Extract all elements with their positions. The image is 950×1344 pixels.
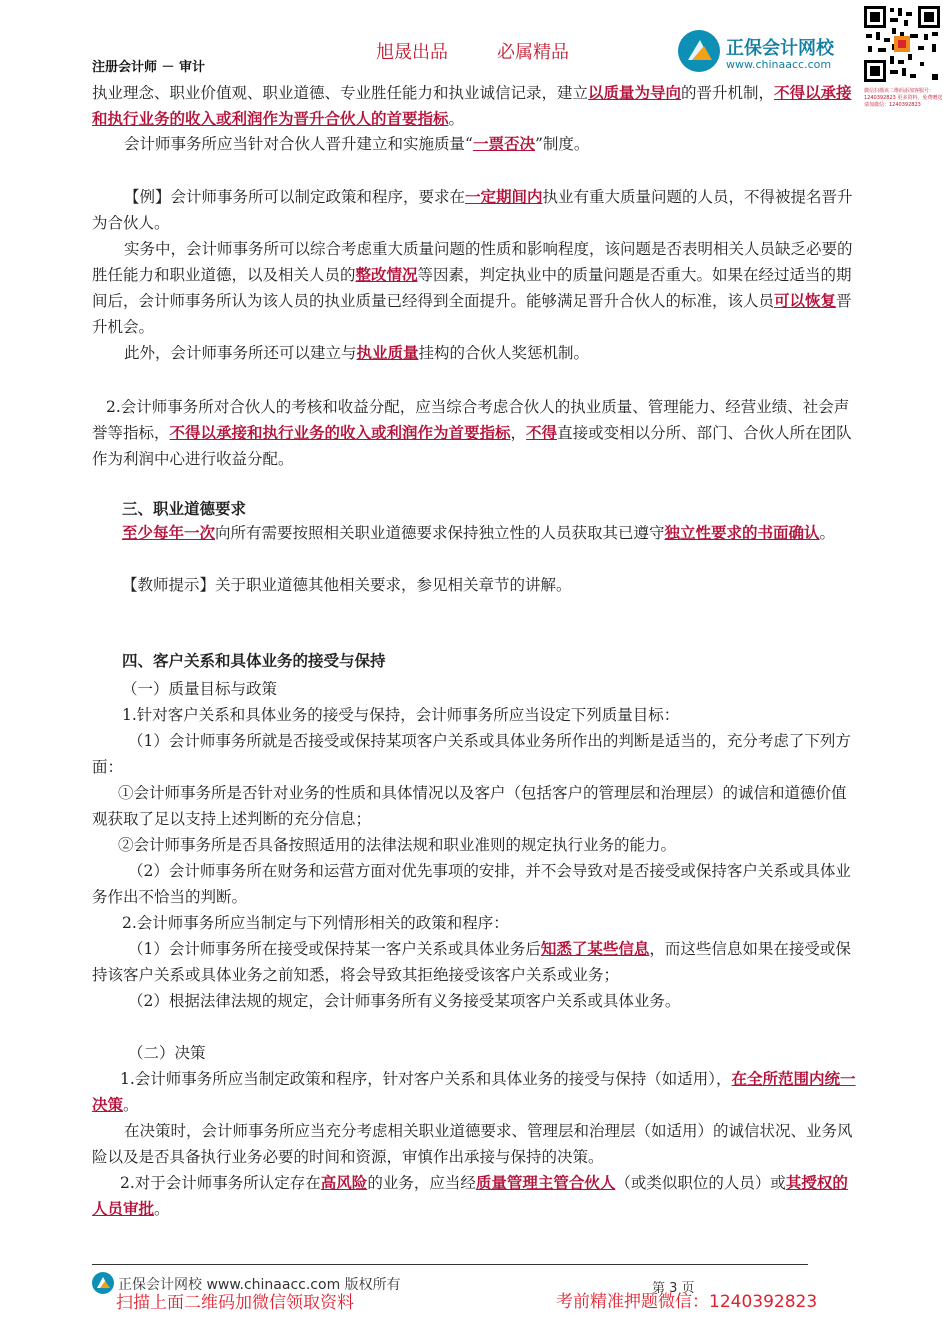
logo-emblem-icon xyxy=(678,30,720,72)
subheading-decision: （二）决策 xyxy=(128,1044,206,1062)
footer-divider xyxy=(92,1264,808,1265)
brand-url: www.chinaacc.com xyxy=(726,58,832,71)
header-slogan-right: 必属精品 xyxy=(497,42,569,63)
footer-logo-icon xyxy=(92,1272,114,1294)
policy-2-2: （2）根据法律法规的规定，会计师事务所有义务接受某项客户关系或具体业务。 xyxy=(128,992,681,1010)
paragraph-veto: 会计师事务所应当针对合伙人晋升建立和实施质量“一票否决”制度。 xyxy=(124,134,590,153)
brand-logo xyxy=(678,26,858,76)
objective-1: 1.针对客户关系和具体业务的接受与保持，会计师事务所应当设定下列质量目标： xyxy=(122,706,680,724)
paragraph-practice: 实务中，会计师事务所可以综合考虑重大质量问题的性质和影响程度，该问题是否表明相关人员缺乏必要的胜任能力和职业道德，以及相关人员的整改情况等因素，判定执业中的质量问题是否重大。如果在经过适当的期间后，会计师事务所认为该人员的执业质量已经得到全面提升。能够满足晋升合伙人的标准，该人员可以恢复晋升机会。 xyxy=(92,240,853,336)
header-slogan-left: 旭晟出品 xyxy=(376,42,448,63)
objective-1-1-b: ②会计师事务所是否具备按照适用的法律法规和职业准则的规定执行业务的能力。 xyxy=(118,836,677,854)
decision-1: 1.会计师事务所应当制定政策和程序，针对客户关系和具体业务的接受与保持（如适用），在全所范围内统一决策。 xyxy=(92,1069,856,1114)
section-heading-ethics: 三、职业道德要求 xyxy=(122,500,247,518)
teacher-tip: 【教师提示】关于职业道德其他相关要求，参见相关章节的讲解。 xyxy=(122,576,572,594)
objective-1-1: （1）会计师事务所就是否接受或保持某项客户关系或具体业务所作出的判断是适当的，充分考虑了下列方面： xyxy=(92,732,851,776)
section-heading-clients: 四、客户关系和具体业务的接受与保持 xyxy=(122,652,386,670)
footer-copyright: 正保会计网校 www.chinaacc.com 版权所有 xyxy=(118,1277,401,1293)
policy-2-1: （1）会计师事务所在接受或保持某一客户关系或具体业务后知悉了某些信息，而这些信息如果在接受或保持该客户关系或具体业务之前知悉，将会导致其拒绝接受该客户关系或业务； xyxy=(92,939,851,984)
qr-caption: 微信扫描该二维码添加客服号：1240392823 更多资料，免费赠送请加微信：1240392823 xyxy=(864,88,943,108)
objective-1-2: （2）会计师事务所在财务和运营方面对优先事项的安排，并不会导致对是否接受或保持客户关系或具体业务作出不恰当的判断。 xyxy=(92,862,851,906)
footer-wechat-promo: 考前精准押题微信：1240392823 xyxy=(556,1292,818,1312)
brand-name: 正保会计网校 xyxy=(726,38,834,59)
policy-2: 2.会计师事务所应当制定与下列情形相关的政策和程序： xyxy=(122,914,509,932)
subject-label: 注册会计师 － 审计 xyxy=(92,60,206,75)
decision-consideration: 在决策时，会计师事务所应当充分考虑相关职业道德要求、管理层和治理层（如适用）的诚信状况、业务风险以及是否具备执行业务必要的时间和资源，审慎作出承接与保持的决策。 xyxy=(92,1122,853,1166)
objective-1-1-a: ①会计师事务所是否针对业务的性质和具体情况以及客户（包括客户的管理层和治理层）的诚信和道德价值观获取了足以支持上述判断的充分信息； xyxy=(92,784,847,828)
paragraph-promotion: 执业理念、职业价值观、职业道德、专业胜任能力和执业诚信记录，建立以质量为导向的晋升机制，不得以承接和执行业务的收入或利润作为晋升合伙人的首要指标。 xyxy=(92,83,852,128)
paragraph-assessment: 2.会计师事务所对合伙人的考核和收益分配，应当综合考虑合伙人的执业质量、管理能力、经营业绩、社会声誉等指标，不得以承接和执行业务的收入或利润作为首要指标，不得直接或变相以分所、部门、合伙人所在团队作为利润中心进行收益分配。 xyxy=(92,398,852,468)
subheading-objectives: （一）质量目标与政策 xyxy=(122,680,278,698)
decision-2: 2.对于会计师事务所认定存在高风险的业务，应当经质量管理主管合伙人（或类似职位的人员）或其授权的人员审批。 xyxy=(92,1173,848,1218)
footer-scan-promo: 扫描上面二维码加微信领取资料 xyxy=(116,1293,354,1313)
paragraph-example: 【例】会计师事务所可以制定政策和程序，要求在一定期间内执业有重大质量问题的人员，不得被提名晋升为合伙人。 xyxy=(92,187,853,232)
qr-code-icon xyxy=(862,4,942,84)
paragraph-additional: 此外，会计师事务所还可以建立与执业质量挂构的合伙人奖惩机制。 xyxy=(124,343,590,362)
paragraph-ethics: 至少每年一次向所有需要按照相关职业道德要求保持独立性的人员获取其已遵守独立性要求的书面确认。 xyxy=(122,523,836,542)
page-number: 第 3 页 xyxy=(652,1281,695,1296)
